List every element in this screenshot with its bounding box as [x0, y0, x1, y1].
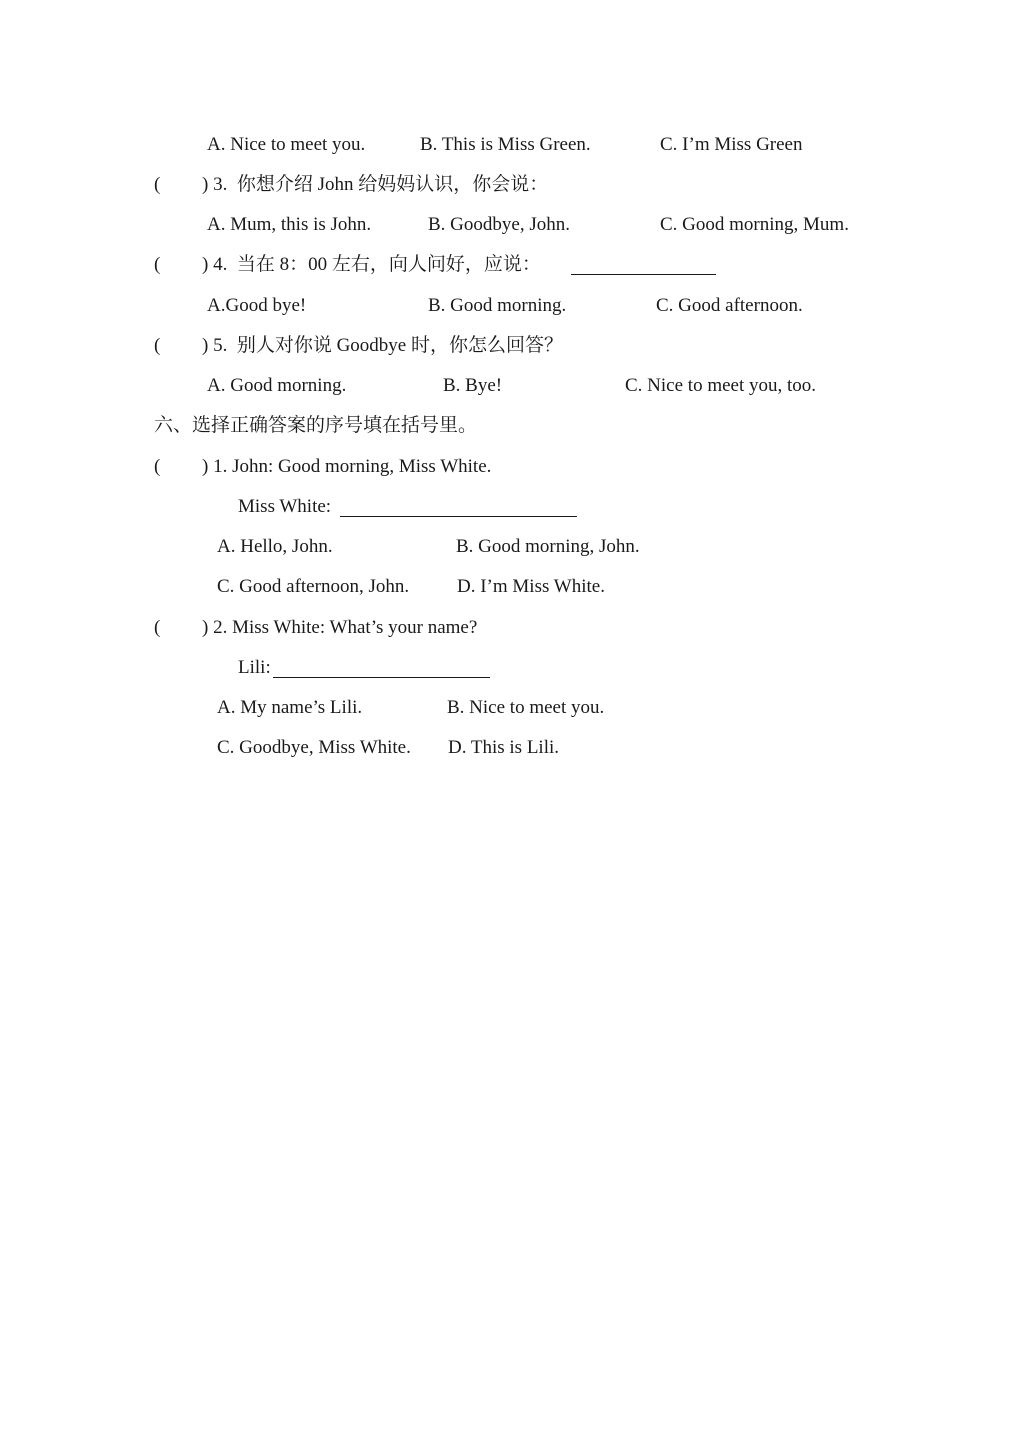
- s6-q2-reply-label: Lili:: [238, 657, 271, 678]
- s6-q1-answer-paren[interactable]: (: [154, 456, 161, 477]
- q4-option-c: C. Good afternoon.: [656, 295, 803, 316]
- q5-option-b: B. Bye!: [443, 375, 503, 396]
- s6-q1-reply-blank[interactable]: [340, 516, 577, 517]
- q5-answer-paren[interactable]: (: [154, 335, 161, 356]
- s6-q1-option-a: A. Hello, John.: [217, 536, 333, 557]
- s6-q1-option-d: D. I’m Miss White.: [457, 576, 605, 597]
- s6-q1-option-b: B. Good morning, John.: [456, 536, 640, 557]
- q4-option-b: B. Good morning.: [428, 295, 567, 316]
- q2-option-a: A. Nice to meet you.: [207, 134, 366, 155]
- q3-option-b: B. Goodbye, John.: [428, 214, 570, 235]
- q2-option-b: B. This is Miss Green.: [420, 134, 591, 155]
- q3-text: ) 3. 你想介绍 John 给妈妈认识，你会说：: [202, 174, 549, 195]
- s6-q1-option-c: C. Good afternoon, John.: [217, 576, 410, 597]
- s6-q2-option-a: A. My name’s Lili.: [217, 697, 363, 718]
- q4-text: ) 4. 当在 8：00 左右，向人问好，应说：: [202, 254, 541, 275]
- q5-option-a: A. Good morning.: [207, 375, 347, 396]
- s6-q2-reply-blank[interactable]: [273, 677, 490, 678]
- s6-q2-option-d: D. This is Lili.: [448, 737, 560, 758]
- q5-text: ) 5. 别人对你说 Goodbye 时，你怎么回答？: [202, 335, 563, 356]
- q3-option-a: A. Mum, this is John.: [207, 214, 372, 235]
- s6-q2-option-b: B. Nice to meet you.: [447, 697, 605, 718]
- section-six-heading: 六、选择正确答案的序号填在括号里。: [154, 415, 478, 436]
- s6-q2-answer-paren[interactable]: (: [154, 617, 161, 638]
- q4-option-a: A.Good bye!: [207, 295, 307, 316]
- q4-answer-paren[interactable]: (: [154, 254, 161, 275]
- s6-q1-reply-label: Miss White:: [238, 496, 332, 517]
- s6-q2-text: ) 2. Miss White: What’s your name?: [202, 617, 478, 638]
- s6-q2-option-c: C. Goodbye, Miss White.: [217, 737, 411, 758]
- q3-option-c: C. Good morning, Mum.: [660, 214, 849, 235]
- q5-option-c: C. Nice to meet you, too.: [625, 375, 817, 396]
- q3-answer-paren[interactable]: (: [154, 174, 161, 195]
- q4-answer-blank[interactable]: [571, 274, 716, 275]
- s6-q1-text: ) 1. John: Good morning, Miss White.: [202, 456, 492, 477]
- q2-option-c: C. I’m Miss Green: [660, 134, 803, 155]
